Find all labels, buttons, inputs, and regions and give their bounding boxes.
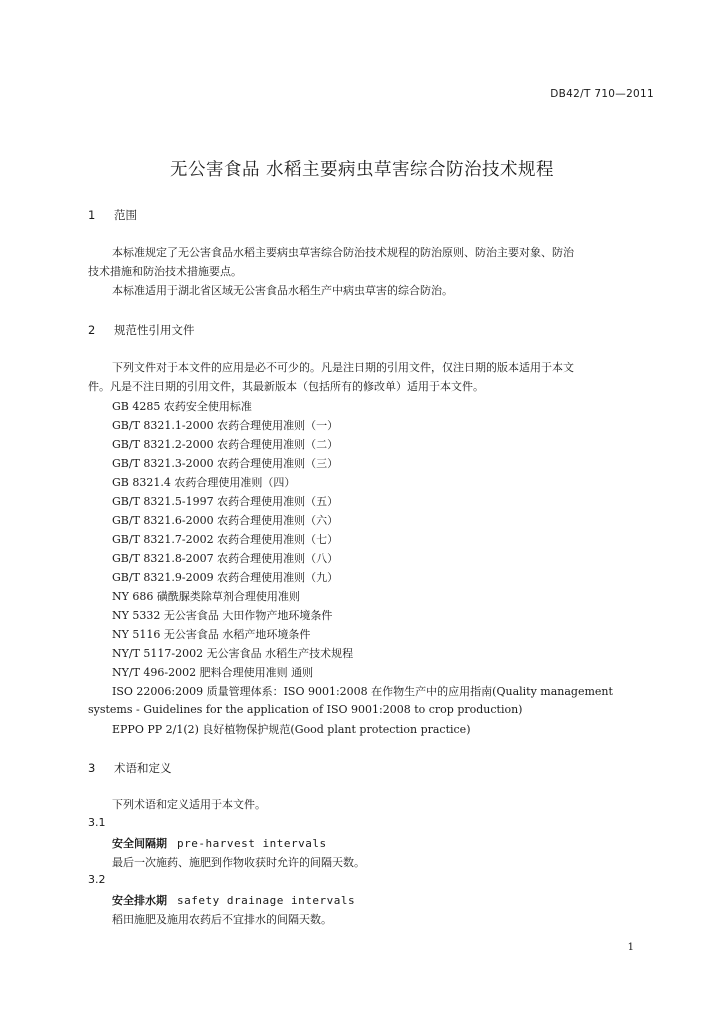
reference-item: GB/T 8321.2-2000 农药合理使用准则（二） [112, 438, 339, 451]
reference-item: NY 5116 无公害食品 水稻产地环境条件 [112, 628, 311, 641]
term-number: 3.2 [88, 873, 106, 886]
section-number: 2 [88, 323, 96, 337]
term-chinese: 安全排水期 [112, 894, 167, 907]
section-2-heading [88, 322, 195, 338]
reference-item: NY/T 496-2002 肥料合理使用准则 通则 [112, 666, 314, 679]
reference-item: EPPO PP 2/1(2) 良好植物保护规范(Good plant protection practice) [112, 723, 471, 736]
section-number: 1 [88, 208, 96, 222]
term-entry [112, 892, 355, 908]
reference-item: NY/T 5117-2002 无公害食品 水稻生产技术规程 [112, 647, 354, 660]
section-number: 3 [88, 761, 96, 775]
section-title: 术语和定义 [114, 761, 172, 775]
page-number: 1 [627, 942, 634, 953]
paragraph: 下列文件对于本文件的应用是必不可少的。凡是注日期的引用文件，仅注日期的版本适用于本文 [112, 361, 574, 374]
section-title: 范围 [114, 208, 137, 222]
section-3-heading [88, 760, 172, 776]
document-code: DB42/T 710—2011 [550, 88, 654, 100]
paragraph-continuation: 技术措施和防治技术措施要点。 [88, 265, 242, 278]
reference-item: GB/T 8321.5-1997 农药合理使用准则（五） [112, 495, 339, 508]
reference-item: GB 8321.4 农药合理使用准则（四） [112, 476, 296, 489]
term-definition: 最后一次施药、施肥到作物收获时允许的间隔天数。 [112, 856, 365, 869]
section-title: 规范性引用文件 [114, 323, 195, 337]
term-chinese: 安全间隔期 [112, 837, 167, 850]
term-definition: 稻田施肥及施用农药后不宜排水的间隔天数。 [112, 913, 332, 926]
reference-item: ISO 22006:2009 质量管理体系：ISO 9001:2008 在作物生产中的应用指南(Quality management [112, 685, 613, 698]
term-number: 3.1 [88, 816, 106, 829]
reference-item: NY 686 磺酰脲类除草剂合理使用准则 [112, 590, 300, 603]
paragraph: 本标准规定了无公害食品水稻主要病虫草害综合防治技术规程的防治原则、防治主要对象、防治 [112, 246, 574, 259]
reference-item: GB/T 8321.1-2000 农药合理使用准则（一） [112, 419, 339, 432]
section-1-heading [88, 207, 137, 223]
reference-item: GB/T 8321.9-2009 农药合理使用准则（九） [112, 571, 339, 584]
reference-item: GB/T 8321.7-2002 农药合理使用准则（七） [112, 533, 339, 546]
paragraph-continuation: 件。凡是不注日期的引用文件，其最新版本（包括所有的修改单）适用于本文件。 [88, 380, 484, 393]
term-english: safety drainage intervals [177, 894, 356, 907]
paragraph: 下列术语和定义适用于本文件。 [112, 798, 266, 811]
reference-item: GB 4285 农药安全使用标准 [112, 400, 252, 413]
reference-item: NY 5332 无公害食品 大田作物产地环境条件 [112, 609, 333, 622]
paragraph: 本标准适用于湖北省区域无公害食品水稻生产中病虫草害的综合防治。 [112, 284, 453, 297]
reference-item: GB/T 8321.6-2000 农药合理使用准则（六） [112, 514, 339, 527]
document-title: 无公害食品 水稻主要病虫草害综合防治技术规程 [169, 160, 555, 180]
reference-item: GB/T 8321.3-2000 农药合理使用准则（三） [112, 457, 339, 470]
term-english: pre-harvest intervals [177, 837, 327, 850]
term-entry [112, 835, 327, 851]
reference-item: GB/T 8321.8-2007 农药合理使用准则（八） [112, 552, 339, 565]
reference-item-continuation: systems - Guidelines for the application of ISO 9001:2008 to crop production) [88, 703, 523, 716]
